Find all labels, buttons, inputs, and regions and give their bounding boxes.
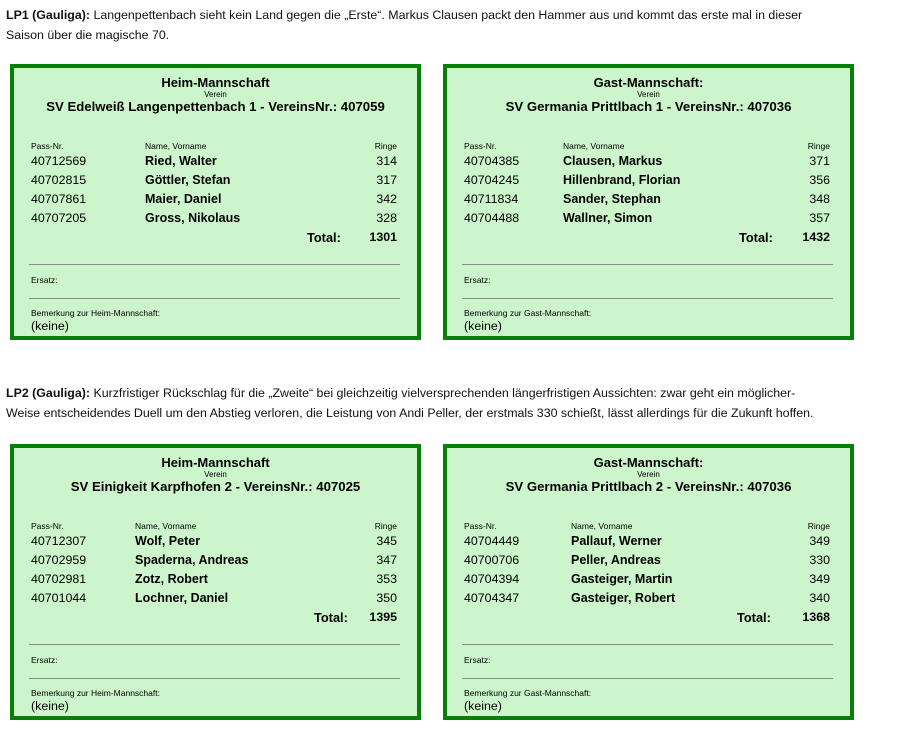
divider [29, 644, 400, 645]
player-score: 345 [376, 534, 397, 548]
report-line: Weise entscheidendes Duell um den Abstieg verloren, die Leistung von Andi Peller, der erstmals 330 schießt, lässt allerdings für die Zukunft hoffen. [6, 406, 814, 420]
player-row [447, 211, 850, 230]
player-name: Spaderna, Andreas [135, 553, 249, 567]
report-lp1 [6, 5, 906, 45]
remark-label: Bemerkung zur Gast-Mannschaft: [464, 688, 592, 698]
player-row [14, 173, 417, 192]
card-title: Gast-Mannschaft: [593, 455, 704, 470]
pass-number: 40711834 [464, 192, 519, 206]
col-header-name: Name, Vorname [145, 141, 207, 151]
divider [462, 264, 833, 265]
player-score: 342 [376, 192, 397, 206]
player-score: 314 [376, 154, 397, 168]
verein-label: Verein [637, 90, 660, 99]
pass-number: 40704394 [464, 572, 520, 586]
pass-number: 40707205 [31, 211, 87, 225]
card-title: Heim-Mannschaft [161, 75, 270, 90]
col-header-pass: Pass-Nr. [464, 521, 497, 531]
pass-number: 40712307 [31, 534, 87, 548]
report-line [6, 383, 906, 403]
remark-value: (keine) [464, 699, 502, 713]
player-name: Gasteiger, Robert [571, 591, 676, 605]
pass-number: 40707861 [31, 192, 87, 206]
pass-number: 40700706 [464, 553, 520, 567]
report-line: Saison über die magische 70. [6, 28, 170, 42]
home-team-card [10, 64, 421, 340]
total-value: 1395 [369, 610, 397, 624]
col-header-pass: Pass-Nr. [31, 141, 64, 151]
player-row [447, 572, 850, 591]
player-score: 371 [809, 154, 830, 168]
col-header-name: Name, Vorname [571, 521, 633, 531]
ersatz-label: Ersatz: [464, 275, 491, 285]
card-title: Gast-Mannschaft: [593, 75, 704, 90]
pass-number: 40704449 [464, 534, 520, 548]
player-score: 356 [809, 173, 830, 187]
col-header-pass: Pass-Nr. [31, 521, 64, 531]
col-header-ringe: Ringe [374, 141, 397, 151]
player-row [447, 534, 850, 553]
player-name: Clausen, Markus [563, 154, 663, 168]
player-name: Ried, Walter [145, 154, 217, 168]
player-name: Sander, Stephan [563, 192, 661, 206]
remark-value: (keine) [31, 319, 69, 333]
remark-value: (keine) [31, 699, 69, 713]
club-name: SV Germania Prittlbach 1 - VereinsNr.: 407036 [505, 99, 792, 114]
club-name: SV Edelweiß Langenpettenbach 1 - VereinsNr.: 407059 [46, 99, 385, 114]
player-row [14, 572, 417, 591]
pass-number: 40702981 [31, 572, 87, 586]
remark-label: Bemerkung zur Heim-Mannschaft: [31, 688, 160, 698]
player-name: Lochner, Daniel [135, 591, 229, 605]
total-label: Total: [739, 230, 773, 245]
verein-label: Verein [204, 470, 227, 479]
player-row [447, 591, 850, 610]
player-score: 340 [809, 591, 830, 605]
player-row [14, 192, 417, 211]
pass-number: 40701044 [31, 591, 87, 605]
total-label: Total: [307, 230, 341, 245]
player-score: 330 [809, 553, 830, 567]
pass-number: 40702959 [31, 553, 87, 567]
player-name: Gross, Nikolaus [145, 211, 241, 225]
player-name: Wolf, Peter [135, 534, 201, 548]
player-score: 349 [809, 534, 830, 548]
total-value: 1432 [802, 230, 830, 244]
remark-value: (keine) [464, 319, 502, 333]
pass-number: 40712569 [31, 154, 87, 168]
player-score: 317 [376, 173, 397, 187]
player-score: 349 [809, 572, 830, 586]
player-score: 350 [376, 591, 397, 605]
guest-team-card [443, 64, 854, 340]
verein-label: Verein [637, 470, 660, 479]
pass-number: 40704347 [464, 591, 520, 605]
col-header-pass: Pass-Nr. [464, 141, 497, 151]
player-name: Wallner, Simon [563, 211, 653, 225]
player-score: 353 [376, 572, 397, 586]
guest-team-card [443, 444, 854, 720]
col-header-name: Name, Vorname [563, 141, 625, 151]
remark-label: Bemerkung zur Gast-Mannschaft: [464, 308, 592, 318]
divider [29, 298, 400, 299]
total-value: 1368 [802, 610, 830, 624]
player-score: 328 [376, 211, 397, 225]
report-text: Kurzfristiger Rückschlag für die „Zweite“ bei gleichzeitig vielversprechenden längerfristigen Aussichten: zwar geht ein möglicher- [93, 386, 796, 400]
player-row [447, 192, 850, 211]
divider [29, 678, 400, 679]
home-team-card [10, 444, 421, 720]
player-row [447, 173, 850, 192]
ersatz-label: Ersatz: [31, 275, 58, 285]
verein-label: Verein [204, 90, 227, 99]
ersatz-label: Ersatz: [31, 655, 58, 665]
report-label: LP2 (Gauliga): [6, 386, 90, 400]
col-header-name: Name, Vorname [135, 521, 197, 531]
pass-number: 40704245 [464, 173, 520, 187]
player-name: Peller, Andreas [571, 553, 661, 567]
player-name: Göttler, Stefan [145, 173, 231, 187]
report-lp2 [6, 383, 906, 423]
total-label: Total: [314, 610, 348, 625]
player-name: Gasteiger, Martin [571, 572, 673, 586]
col-header-ringe: Ringe [807, 521, 830, 531]
player-row [447, 154, 850, 173]
col-header-ringe: Ringe [807, 141, 830, 151]
pass-number: 40702815 [31, 173, 87, 187]
club-name: SV Einigkeit Karpfhofen 2 - VereinsNr.: 407025 [70, 479, 361, 494]
player-score: 347 [376, 553, 397, 567]
report-text: Langenpettenbach sieht kein Land gegen die „Erste“. Markus Clausen packt den Hammer aus und kommt das erste mal in dieser [93, 8, 803, 22]
club-name: SV Germania Prittlbach 2 - VereinsNr.: 407036 [505, 479, 792, 494]
player-name: Pallauf, Werner [571, 534, 662, 548]
total-value: 1301 [369, 230, 397, 244]
player-name: Hillenbrand, Florian [563, 173, 681, 187]
player-row [14, 534, 417, 553]
player-row [14, 591, 417, 610]
divider [462, 298, 833, 299]
player-row [14, 553, 417, 572]
ersatz-label: Ersatz: [464, 655, 491, 665]
remark-label: Bemerkung zur Heim-Mannschaft: [31, 308, 160, 318]
col-header-ringe: Ringe [374, 521, 397, 531]
card-title: Heim-Mannschaft [161, 455, 270, 470]
player-row [14, 211, 417, 230]
divider [29, 264, 400, 265]
player-row [14, 154, 417, 173]
total-label: Total: [737, 610, 771, 625]
player-row [447, 553, 850, 572]
pass-number: 40704488 [464, 211, 520, 225]
divider [462, 644, 833, 645]
player-score: 357 [809, 211, 830, 225]
report-label: LP1 (Gauliga): [6, 8, 90, 22]
player-name: Zotz, Robert [135, 572, 208, 586]
divider [462, 678, 833, 679]
player-score: 348 [809, 192, 830, 206]
pass-number: 40704385 [464, 154, 520, 168]
report-line [6, 5, 906, 25]
player-name: Maier, Daniel [145, 192, 222, 206]
